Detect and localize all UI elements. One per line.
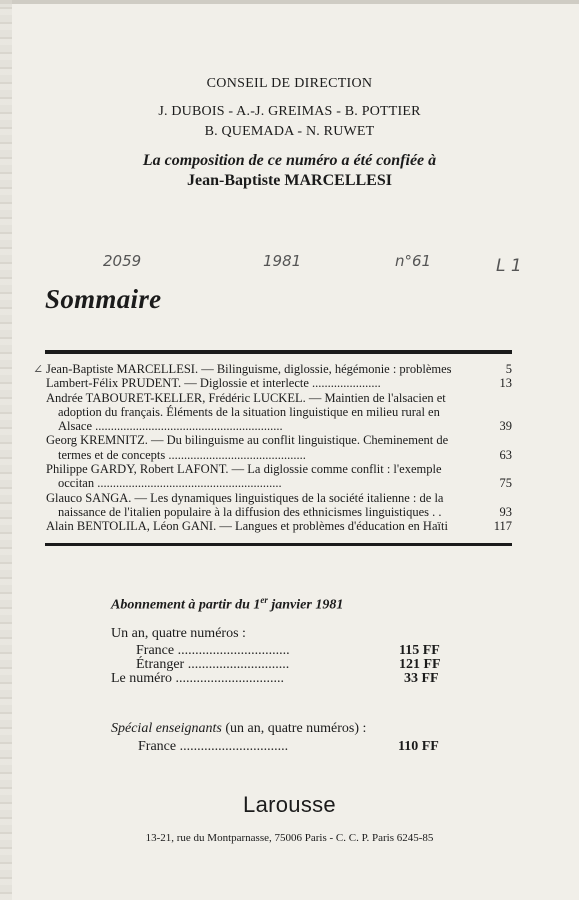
handwritten-note-2: 1981 (263, 252, 302, 270)
toc-page-number: 117 (493, 519, 512, 534)
toc-entry (46, 433, 512, 462)
toc-entry (46, 391, 512, 434)
page-top-edge (0, 0, 579, 4)
special-france-price: 110 FF (398, 739, 439, 754)
toc-line: occitan ........................................................... (58, 476, 282, 491)
subscription-year-label: Un an, quatre numéros : (111, 626, 246, 641)
toc-line: Alain BENTOLILA, Léon GANI. — Langues et problèmes d'éducation en Haïti (46, 519, 448, 534)
toc-entry (46, 491, 512, 520)
toc-line: Jean-Baptiste MARCELLESI. — Bilinguisme, diglossie, hégémonie : problèmes (46, 362, 452, 376)
composition-note: La composition de ce numéro a été confiée à (142, 152, 437, 169)
toc-line: Glauco SANGA. — Les dynamiques linguistiques de la société italienne : de la (46, 490, 444, 505)
numero-price: 33 FF (404, 671, 439, 686)
sommaire-title: Sommaire (45, 284, 162, 314)
council-names-line2: B. QUEMADA - N. RUWET (204, 124, 375, 139)
subscription-title-sup: er (260, 595, 268, 605)
toc-entry (46, 462, 512, 491)
special-heading (111, 721, 366, 737)
france-price: 115 FF (399, 643, 440, 658)
publisher-name: Larousse (243, 792, 336, 817)
toc-line: termes et de concepts ............................................ (58, 447, 306, 462)
toc-entry (46, 376, 512, 390)
toc-top-rule (45, 350, 512, 354)
toc-entry (46, 519, 512, 533)
france-label: France ................................ (136, 643, 290, 658)
toc-entry (46, 362, 512, 376)
handwritten-note-4: L 1 (496, 256, 522, 276)
special-heading-rest: (un an, quatre numéros) : (221, 721, 367, 736)
toc-line: Lambert-Félix PRUDENT. — Diglossie et interlecte ...................... (46, 376, 381, 391)
toc-line: Andrée TABOURET-KELLER, Frédéric LUCKEL. — Maintien de l'alsacien et (46, 390, 446, 405)
toc-page-number: 93 (499, 504, 512, 519)
publisher-address: 13-21, rue du Montparnasse, 75006 Paris - C. C. P. Paris 6245-85 (145, 832, 434, 844)
council-names-line1: J. DUBOIS - A.-J. GREIMAS - B. POTTIER (158, 104, 421, 119)
numero-label: Le numéro ............................... (111, 671, 285, 686)
table-of-contents (46, 362, 512, 534)
toc-line: naissance de l'italien populaire à la diffusion des ethnicismes linguistiques . . (58, 504, 442, 519)
toc-page-number: 75 (499, 476, 512, 491)
etranger-price: 121 FF (399, 657, 441, 672)
toc-page-number: 5 (505, 362, 512, 376)
etranger-label: Étranger ............................. (136, 657, 290, 672)
special-heading-italic: Spécial enseignants (111, 721, 222, 736)
margin-mark: ∠ (33, 362, 44, 376)
subscription-title-date: janvier 1981 (267, 597, 344, 613)
handwritten-note-3: n°61 (395, 252, 432, 270)
toc-page-number: 13 (499, 376, 512, 391)
subscription-title (111, 595, 343, 614)
council-heading: CONSEIL DE DIRECTION (206, 76, 373, 91)
handwritten-note-1: 2059 (103, 252, 142, 270)
toc-line: Philippe GARDY, Robert LAFONT. — La diglossie comme conflit : l'exemple (46, 462, 442, 477)
special-france-label: France ............................... (138, 739, 289, 754)
toc-bottom-rule (45, 543, 512, 546)
composition-editor: Jean-Baptiste MARCELLESI (187, 172, 392, 189)
toc-line: Georg KREMNITZ. — Du bilinguisme au conflit linguistique. Cheminement de (46, 433, 449, 448)
subscription-title-text: Abonnement à partir du 1 (111, 597, 261, 613)
toc-line: Alsace ............................................................ (58, 419, 283, 434)
toc-page-number: 63 (499, 447, 512, 462)
toc-line: adoption du français. Éléments de la situation linguistique en milieu rural en (58, 404, 440, 419)
toc-page-number: 39 (499, 419, 512, 434)
